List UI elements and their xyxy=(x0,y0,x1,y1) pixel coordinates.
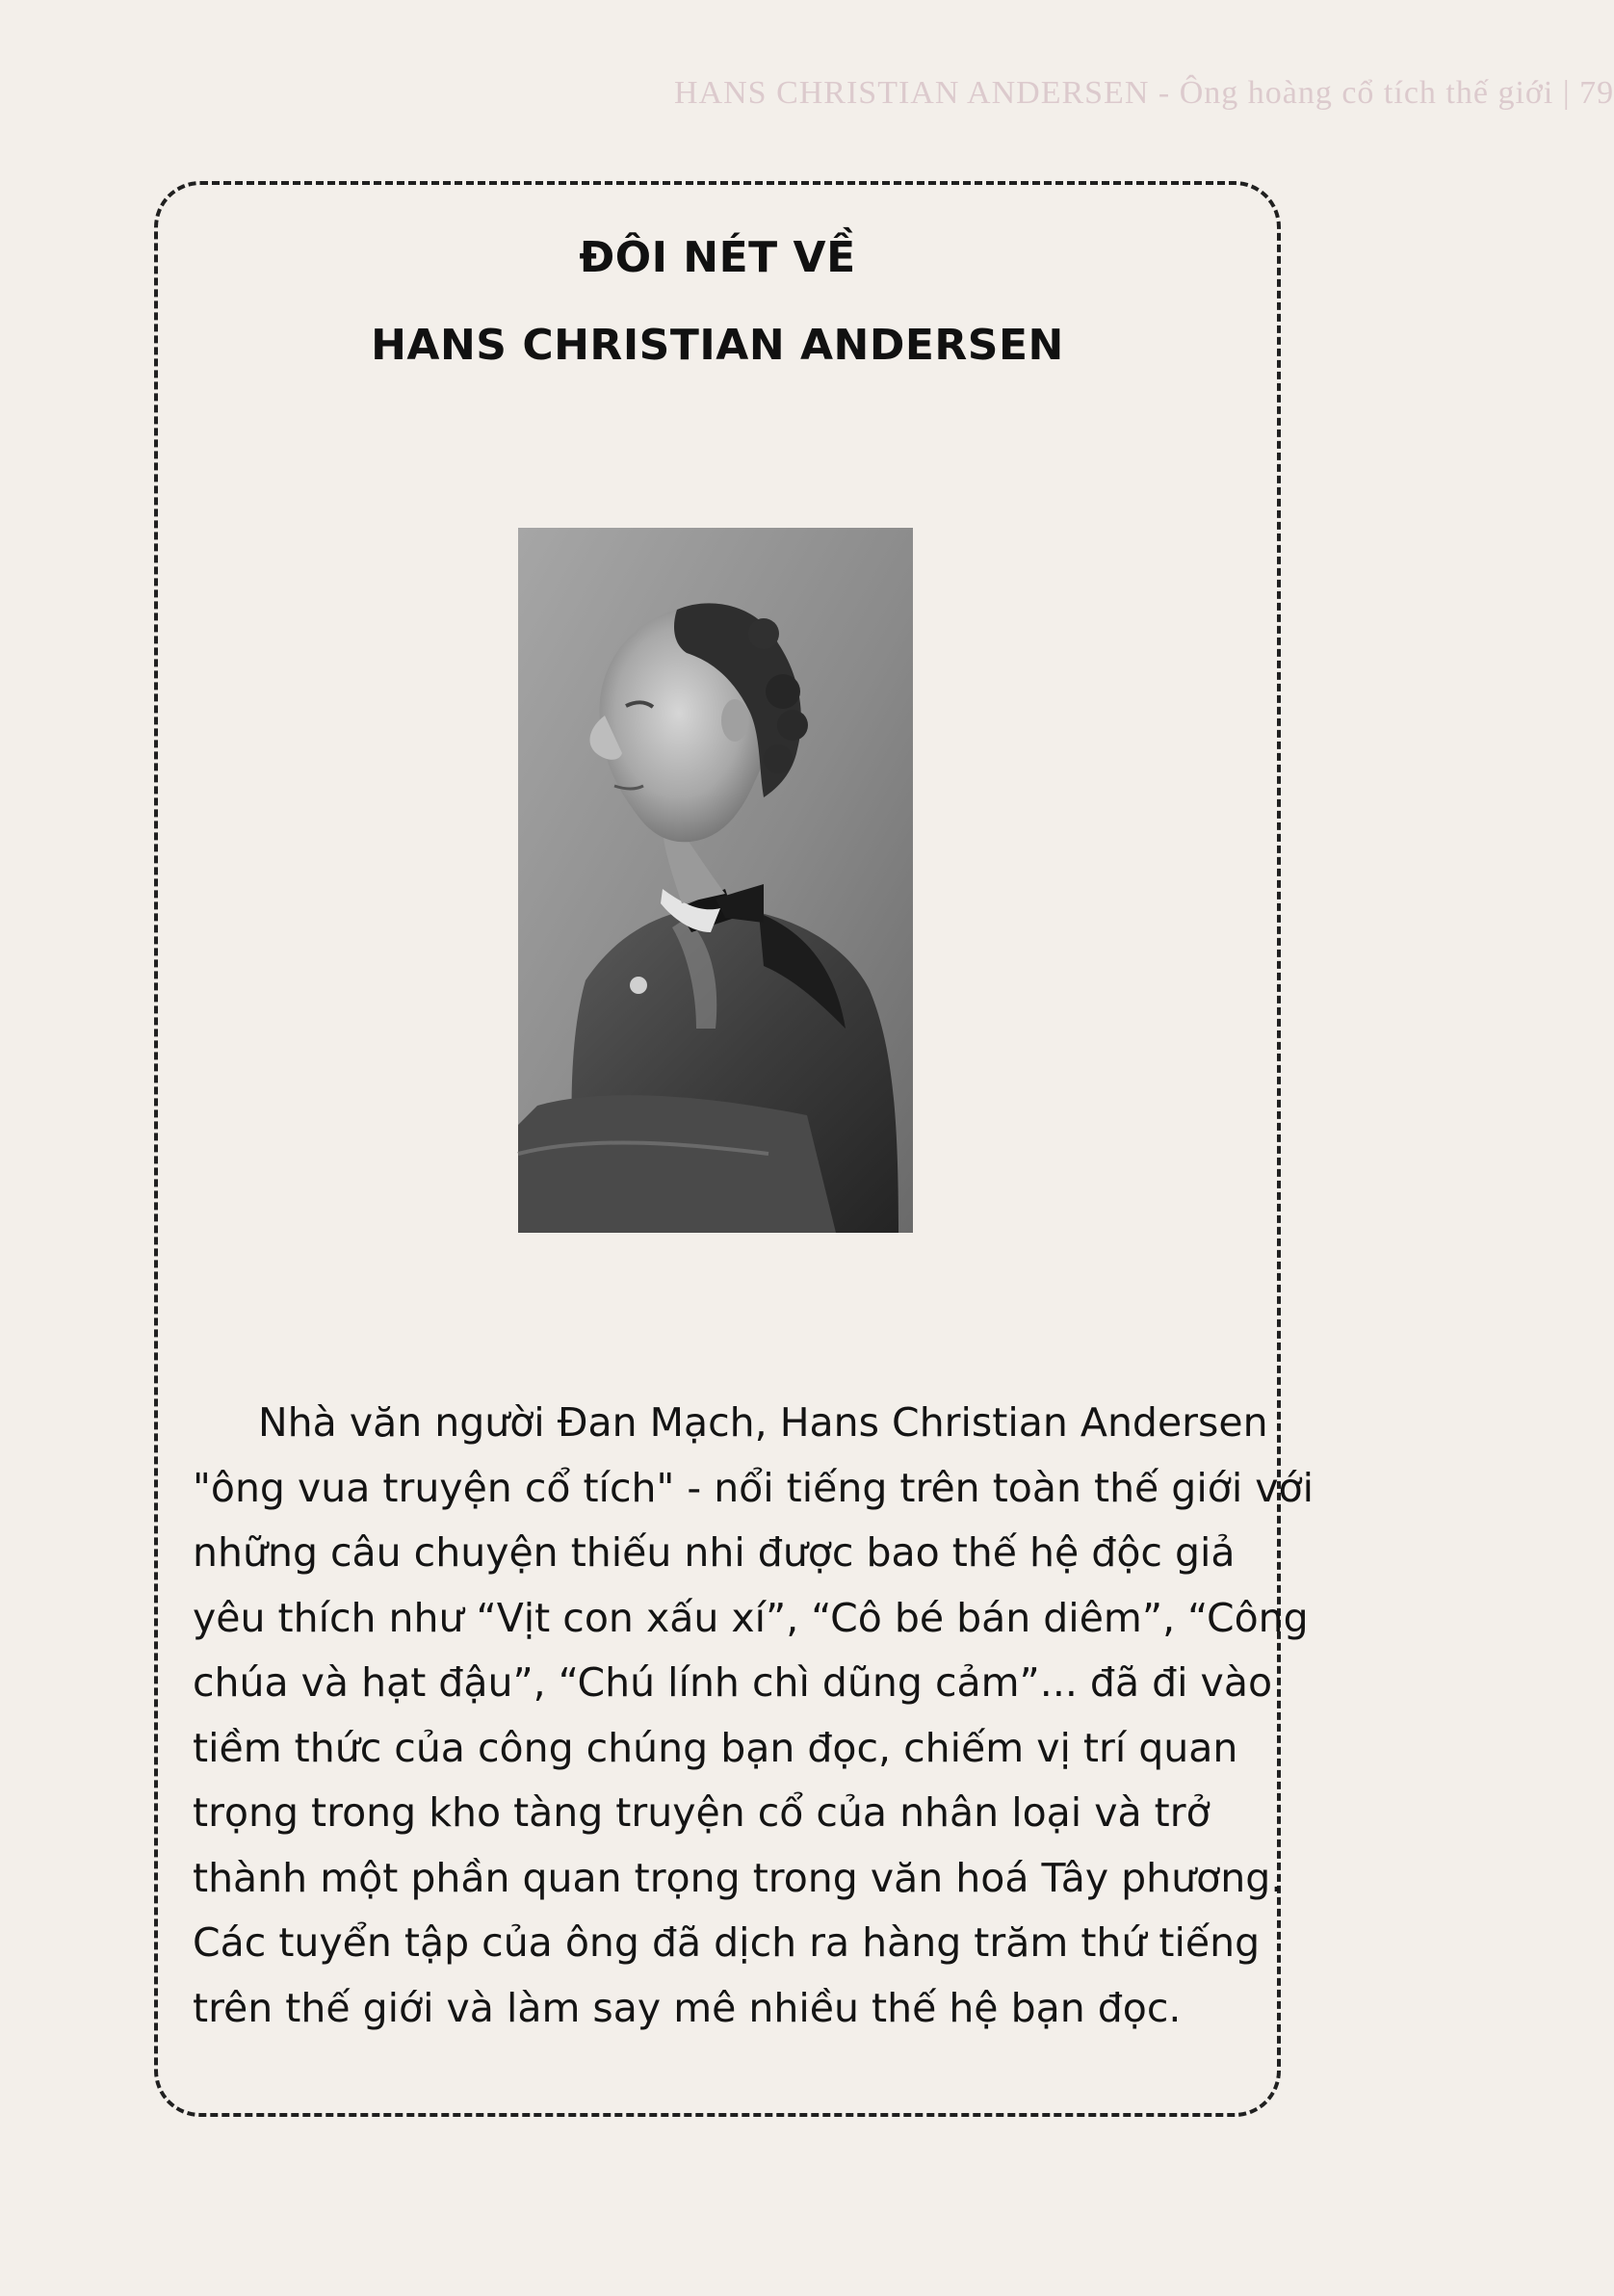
paragraph-line: tiềm thức của công chúng bạn đọc, chiếm vị trí quan xyxy=(193,1724,1238,1771)
card-title-line2: HANS CHRISTIAN ANDERSEN xyxy=(371,321,1064,370)
paragraph-line: Nhà văn người Đan Mạch, Hans Christian Andersen xyxy=(258,1399,1268,1446)
paragraph-line: Các tuyển tập của ông đã dịch ra hàng trăm thứ tiếng xyxy=(193,1919,1261,1966)
paragraph-line: trọng trong kho tàng truyện cổ của nhân loại và trở xyxy=(193,1789,1210,1836)
card-title-line1: ĐÔI NÉT VỀ xyxy=(579,233,856,282)
paragraph-line: yêu thích như “Vịt con xấu xí”, “Cô bé bán diêm”, “Công xyxy=(193,1594,1309,1641)
show-through-header: HANS CHRISTIAN ANDERSEN - Ông hoàng cổ tích thế giới | 79 xyxy=(674,75,1614,111)
paragraph-line: những câu chuyện thiếu nhi được bao thế hệ độc giả xyxy=(193,1529,1236,1576)
paragraph-line: chúa và hạt đậu”, “Chú lính chì dũng cảm”... đã đi vào xyxy=(193,1659,1273,1706)
paragraph-line: thành một phần quan trọng trong văn hoá Tây phương. xyxy=(193,1854,1284,1901)
biography-paragraph xyxy=(193,1391,1314,2041)
author-portrait xyxy=(518,528,913,1233)
paragraph-line: "ông vua truyện cổ tích" - nổi tiếng trên toàn thế giới với xyxy=(193,1464,1314,1511)
paragraph-line: trên thế giới và làm say mê nhiều thế hệ bạn đọc. xyxy=(193,1984,1182,2031)
